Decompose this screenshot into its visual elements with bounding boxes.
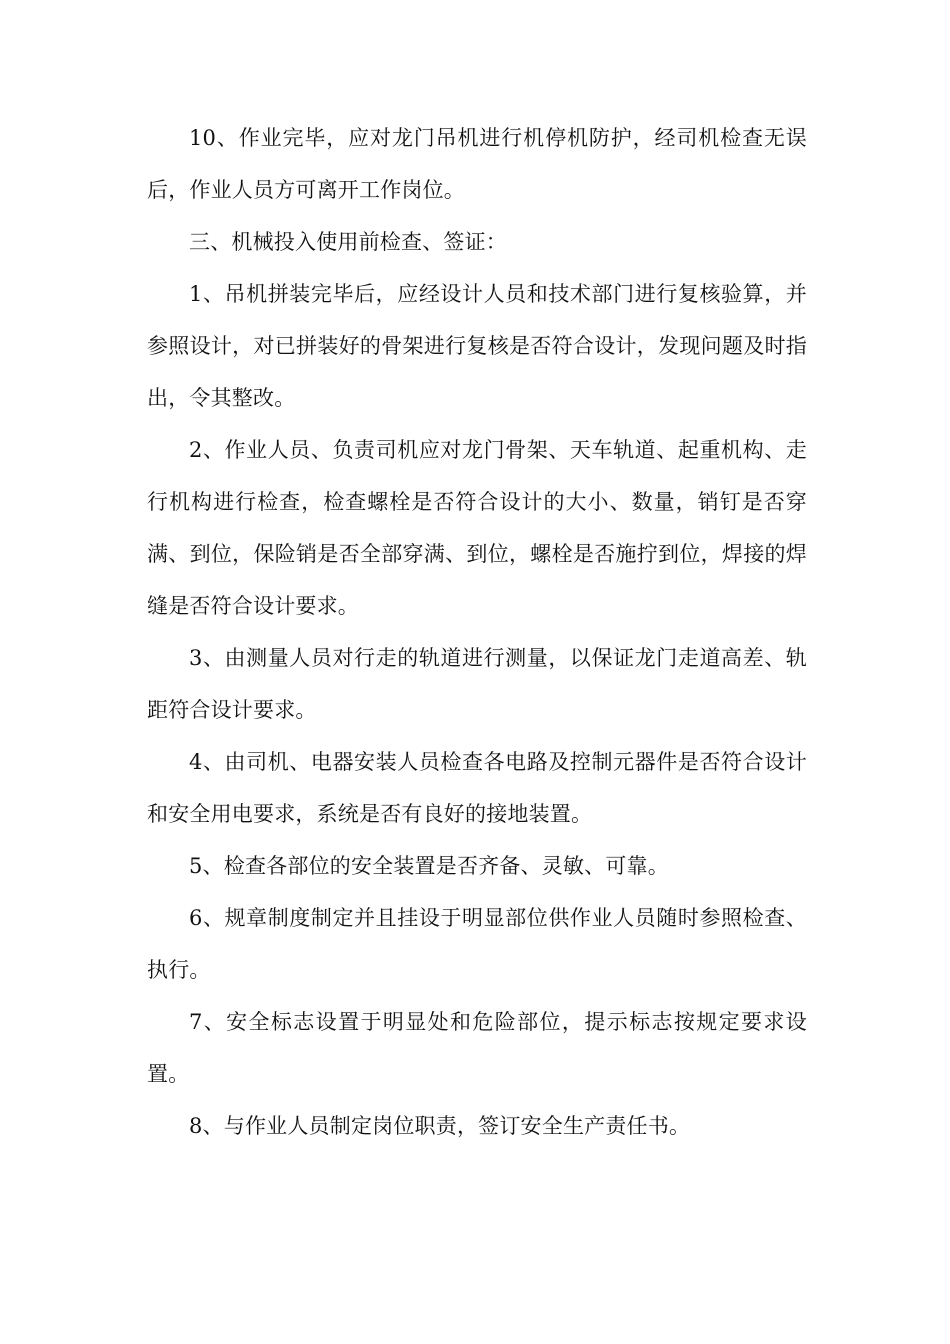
paragraph-item-4: 4、由司机、电器安装人员检查各电路及控制元器件是否符合设计和安全用电要求，系统是否有良好的接地装置。 — [147, 750, 807, 826]
section-heading-pre-use-inspection: 三、机械投入使用前检查、签证： — [189, 230, 507, 254]
paragraph-item-2: 2、作业人员、负责司机应对龙门骨架、天车轨道、起重机构、走行机构进行检查，检查螺栓是否符合设计的大小、数量，销钉是否穿满、到位，保险销是否全部穿满、到位，螺栓是否施拧到位，焊接的焊缝是否符合设计要求。 — [147, 438, 807, 618]
paragraph-item-1: 1、吊机拼装完毕后，应经设计人员和技术部门进行复核验算，并参照设计，对已拼装好的骨架进行复核是否符合设计，发现问题及时指出，令其整改。 — [147, 282, 807, 410]
paragraph-item-8: 8、与作业人员制定岗位职责，签订安全生产责任书。 — [189, 1114, 691, 1138]
document-body — [147, 112, 807, 1152]
paragraph-item-3: 3、由测量人员对行走的轨道进行测量，以保证龙门走道高差、轨距符合设计要求。 — [147, 646, 807, 722]
paragraph-item-6: 6、规章制度制定并且挂设于明显部位供作业人员随时参照检查、执行。 — [147, 906, 807, 982]
paragraph-item-5: 5、检查各部位的安全装置是否齐备、灵敏、可靠。 — [189, 854, 669, 878]
paragraph-step-10: 10、作业完毕，应对龙门吊机进行机停机防护，经司机检查无误后，作业人员方可离开工作岗位。 — [147, 126, 807, 202]
paragraph-item-7: 7、安全标志设置于明显处和危险部位，提示标志按规定要求设置。 — [147, 1010, 807, 1086]
